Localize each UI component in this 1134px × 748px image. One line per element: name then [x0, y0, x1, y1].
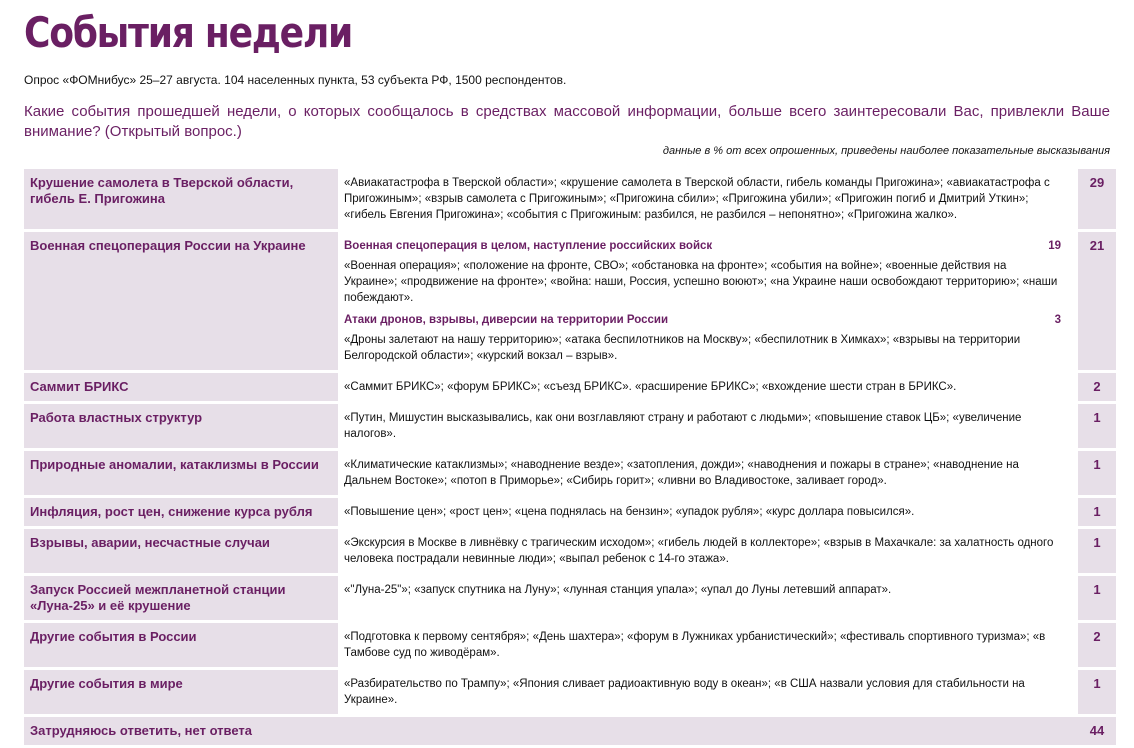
table-row: [24, 373, 1116, 401]
row-quotes: «Подготовка к первому сентября»; «День шахтера»; «форум в Лужниках урбанистический»; «фестиваль спортивного туризма»; «в Тамбове суд по живодёрам».: [338, 623, 1075, 667]
row-topic: Другие события в России: [24, 623, 338, 667]
row-quotes: «Повышение цен»; «рост цен»; «цена поднялась на бензин»; «упадок рубля»; «курс доллара повысился».: [338, 498, 1075, 526]
subgroup-quotes: «Военная операция»; «положение на фронте, СВО»; «обстановка на фронте»; «события на войне»; «военные действия на Украине»; «продвижение на фронте»; «война: наши, Россия, успешно воюют»; «на Украине наши освобождают территорию»; «наши побеждают».: [344, 260, 1058, 304]
subgroup-value: 19: [1048, 240, 1061, 252]
row-quotes: «Климатические катаклизмы»; «наводнение везде»; «затопления, дожди»; «наводнения и пожары в стране»; «наводнение на Дальнем Востоке»; «потоп в Приморье»; «Сибирь горит»; «ливни во Владивостоке, заливает город».: [338, 451, 1075, 495]
row-value: 1: [1078, 529, 1116, 573]
row-value: 1: [1078, 670, 1116, 714]
row-value: 1: [1078, 451, 1116, 495]
results-table: [24, 166, 1116, 748]
row-value: 1: [1078, 576, 1116, 620]
table-row: [24, 451, 1116, 495]
page-title: События недели: [24, 8, 353, 57]
row-topic: Природные аномалии, катаклизмы в России: [24, 451, 338, 495]
row-topic: Военная спецоперация России на Украине: [24, 232, 338, 370]
table-row: [24, 670, 1116, 714]
row-topic: Крушение самолета в Тверской области, гибель Е. Пригожина: [24, 169, 338, 229]
row-value: 2: [1078, 623, 1116, 667]
total-row: [24, 717, 1116, 745]
subgroup-header: [344, 238, 1061, 254]
row-quotes: «Путин, Мишустин высказывались, как они возглавляют страну и работают с людьми»; «повышение ставок ЦБ»; «увеличение налогов».: [338, 404, 1075, 448]
row-quotes: «"Луна-25"»; «запуск спутника на Луну»; «лунная станция упала»; «упал до Луны летевший аппарат».: [338, 576, 1075, 620]
total-label: Затрудняюсь ответить, нет ответа: [24, 717, 1075, 745]
row-topic: Другие события в мире: [24, 670, 338, 714]
row-value: 1: [1078, 498, 1116, 526]
row-value: 1: [1078, 404, 1116, 448]
row-quotes: «Авиакатастрофа в Тверской области»; «крушение самолета в Тверской области, гибель команды Пригожина»; «авиакатастрофа с Пригожиным»; «взрыв самолета с Пригожиным»; «Пригожина сбили»; «Пригожина убили»; «Пригожин погиб и Дмитрий Уткин»; «гибель Евгения Пригожина»; «события с Пригожиным: разбился, не разбился – непонятно»; «Пригожина жалко».: [338, 169, 1075, 229]
table-row: [24, 404, 1116, 448]
subgroup-value: 3: [1054, 314, 1061, 326]
table-row: [24, 576, 1116, 620]
subgroup-quotes: «Дроны залетают на нашу территорию»; «атака беспилотников на Москву»; «беспилотник в Химках»; «взрывы на территории Белгородской области»; «курский вокзал – взрыв».: [344, 334, 1021, 362]
survey-question: Какие события прошедшей недели, о которых сообщалось в средствах массовой информации, больше всего заинтересовали Вас, привлекли Ваше внимание? (Открытый вопрос.): [24, 103, 1110, 140]
row-value: 29: [1078, 169, 1116, 229]
row-topic: Инфляция, рост цен, снижение курса рубля: [24, 498, 338, 526]
row-quotes: «Саммит БРИКС»; «форум БРИКС»; «съезд БРИКС». «расширение БРИКС»; «вхождение шести стран в БРИКС».: [338, 373, 1075, 401]
table-row: [24, 169, 1116, 229]
table-row: [24, 232, 1116, 370]
row-value: 2: [1078, 373, 1116, 401]
row-topic: Саммит БРИКС: [24, 373, 338, 401]
row-subgroups: [338, 232, 1075, 370]
row-topic: Взрывы, аварии, несчастные случаи: [24, 529, 338, 573]
row-quotes: «Разбирательство по Трампу»; «Япония сливает радиоактивную воду в океан»; «в США назвали условия для стабильности на Украине».: [338, 670, 1075, 714]
row-value: 21: [1078, 232, 1116, 370]
total-value: 44: [1078, 717, 1116, 745]
row-topic: Запуск Россией межпланетной станции «Луна-25» и её крушение: [24, 576, 338, 620]
table-row: [24, 498, 1116, 526]
survey-info: Опрос «ФОМнибус» 25–27 августа. 104 населенных пункта, 53 субъекта РФ, 1500 респондентов.: [24, 73, 567, 87]
subgroup-header: [344, 312, 1061, 328]
row-topic: Работа властных структур: [24, 404, 338, 448]
table-row: [24, 623, 1116, 667]
table-row: [24, 529, 1116, 573]
subgroup-label: Военная спецоперация в целом, наступление российских войск: [344, 240, 713, 252]
data-note: данные в % от всех опрошенных, приведены наиболее показательные высказывания: [662, 145, 1110, 157]
row-quotes: «Экскурсия в Москве в ливнёвку с трагическим исходом»; «гибель людей в коллекторе»; «взрыв в Махачкале: за халатность одного человека пострадали невинные люди»; «выпал ребенок с 14-го этажа».: [338, 529, 1075, 573]
subgroup-label: Атаки дронов, взрывы, диверсии на территории России: [344, 314, 669, 326]
